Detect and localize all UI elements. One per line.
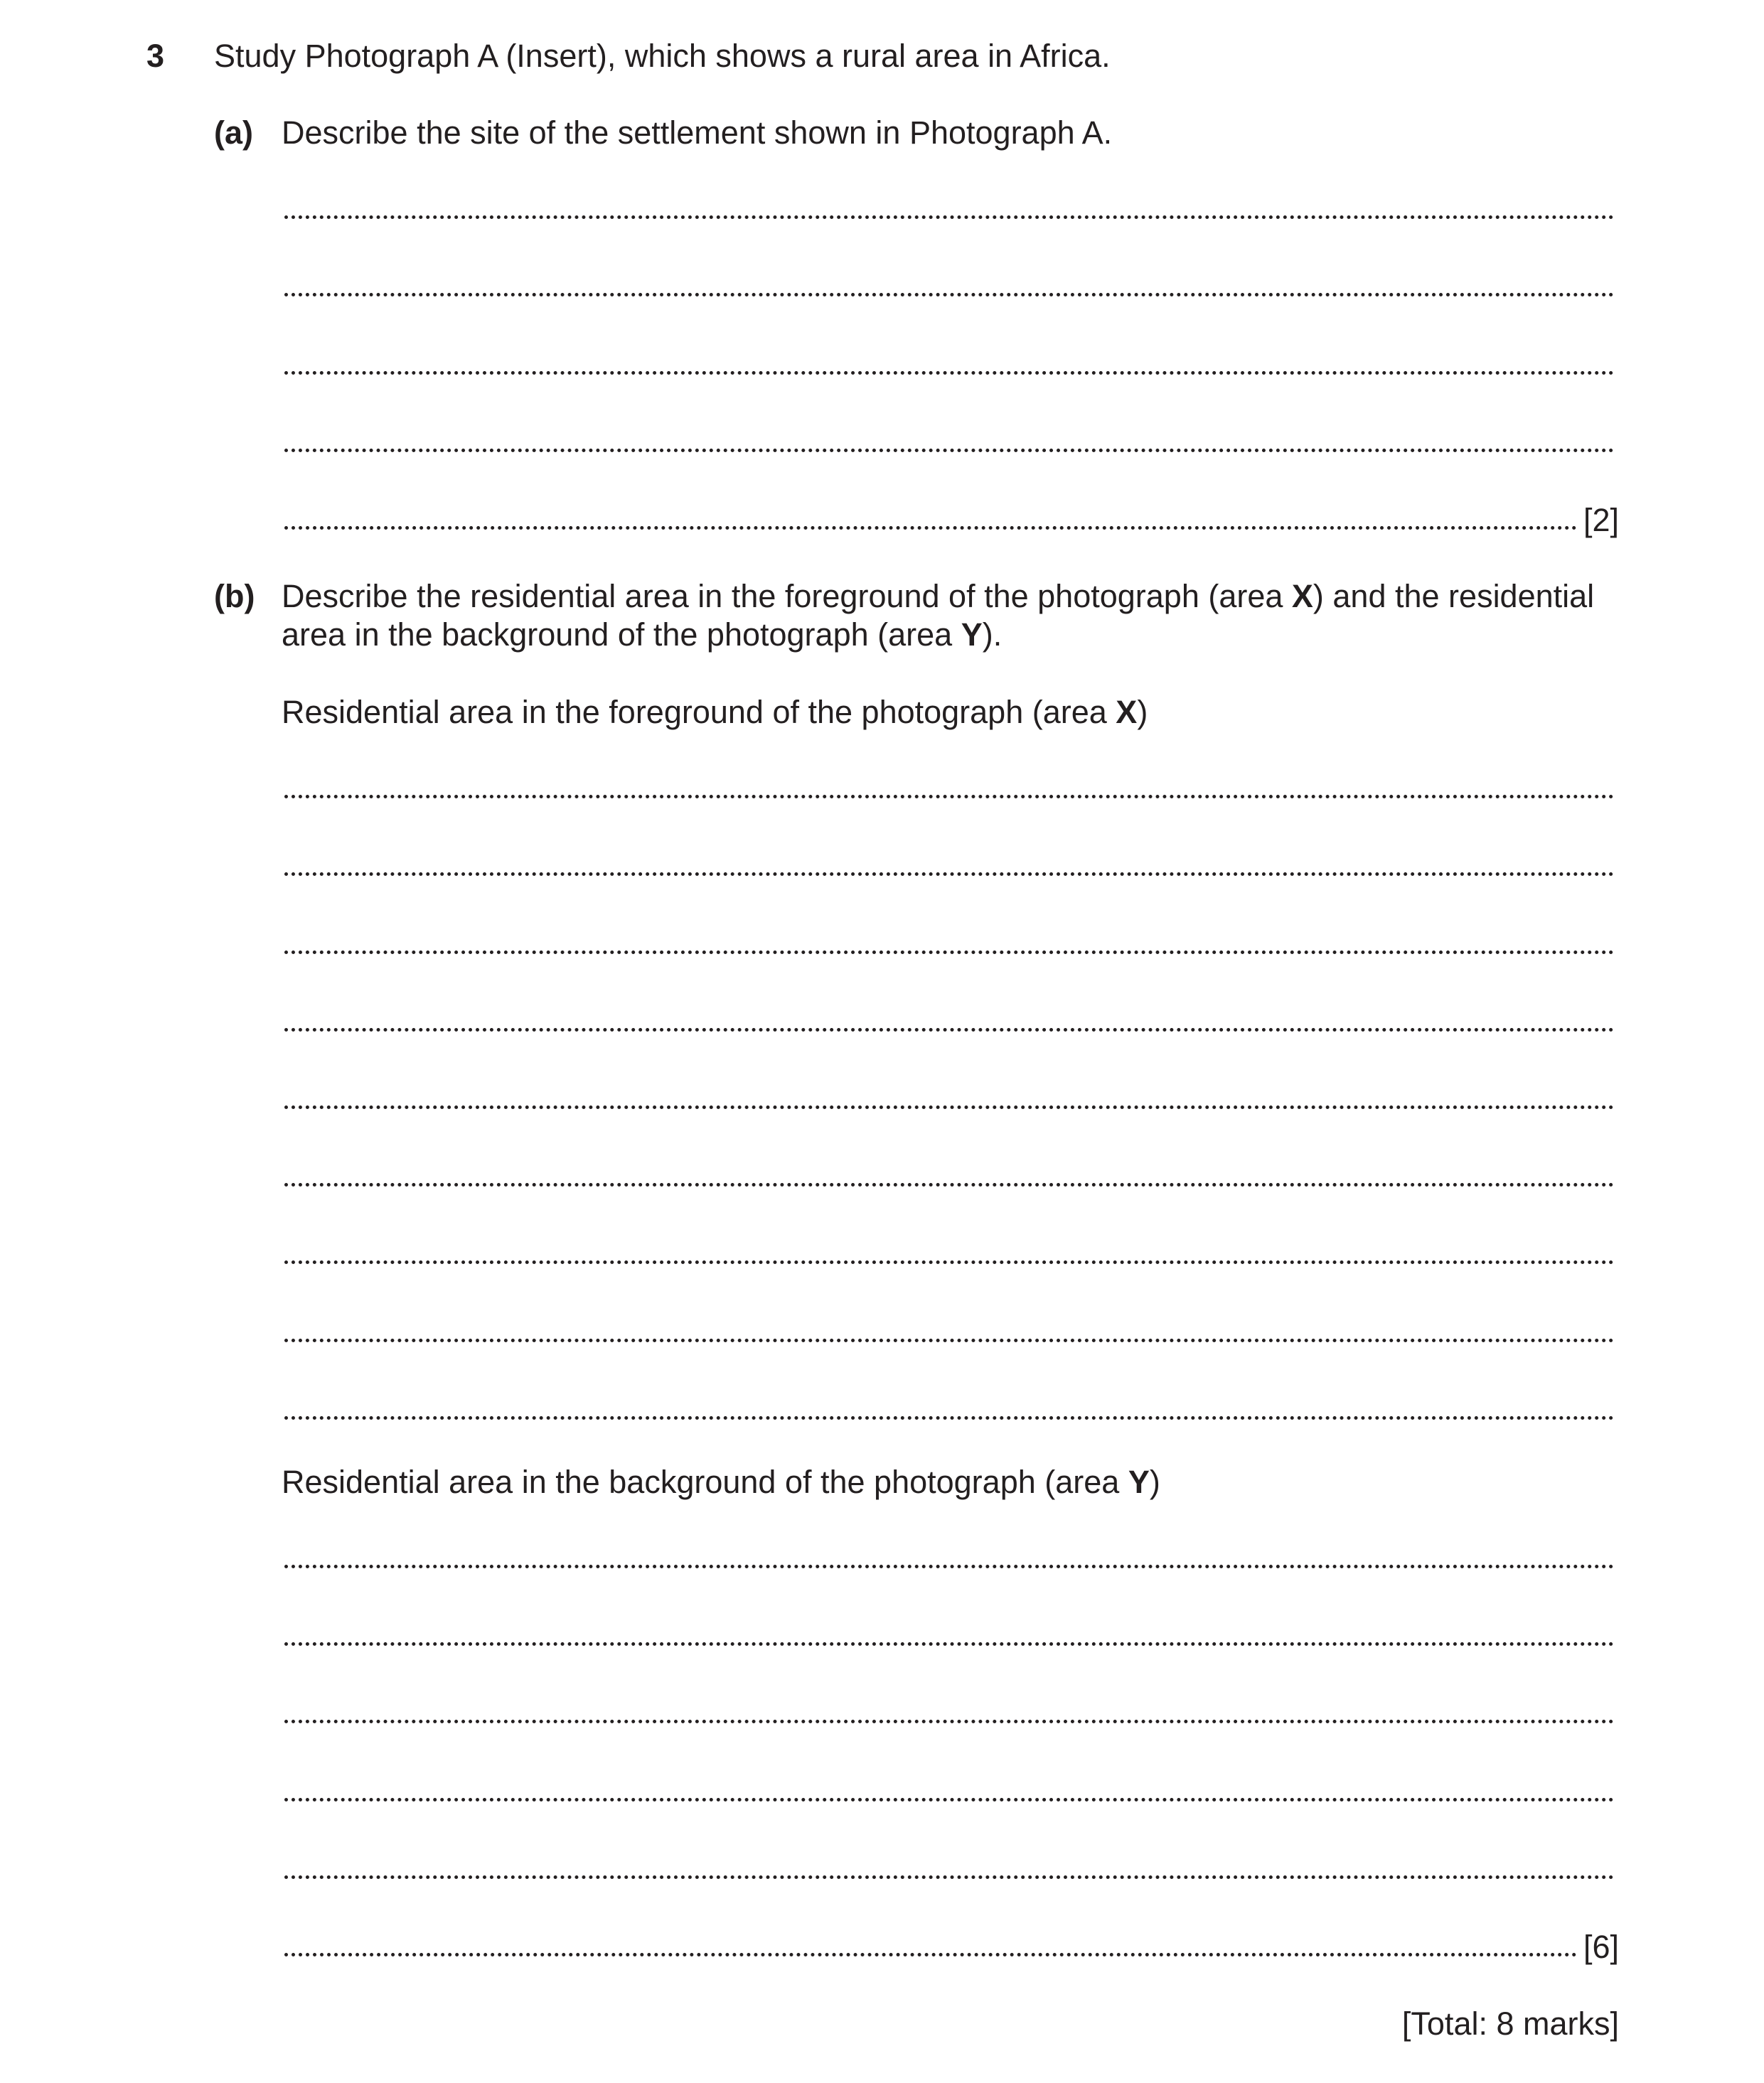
answer-line[interactable]: [284, 1565, 1614, 1568]
part-b-prompt-line2: area in the background of the photograph (area Y).: [282, 616, 1003, 653]
background-subheading: Residential area in the background of the photograph (area Y): [282, 1464, 1160, 1500]
answer-line[interactable]: [284, 795, 1614, 798]
answer-line[interactable]: [284, 872, 1614, 876]
answer-line[interactable]: [284, 371, 1614, 375]
answer-line[interactable]: [284, 1260, 1614, 1264]
answer-line[interactable]: [284, 526, 1577, 530]
answer-line[interactable]: [284, 449, 1614, 452]
part-b-marks: [6]: [1583, 1929, 1619, 1965]
total-marks: [Total: 8 marks]: [1401, 2006, 1619, 2042]
answer-line[interactable]: [284, 215, 1614, 219]
answer-line[interactable]: [284, 951, 1614, 954]
question-stem: Study Photograph A (Insert), which shows a rural area in Africa.: [214, 38, 1111, 74]
answer-line[interactable]: [284, 1183, 1614, 1187]
foreground-subheading: Residential area in the foreground of the photograph (area X): [282, 694, 1148, 730]
part-a-label: (a): [214, 114, 253, 151]
answer-line[interactable]: [284, 1875, 1614, 1879]
answer-line[interactable]: [284, 1642, 1614, 1646]
question-number: 3: [146, 38, 165, 74]
part-b-prompt-line1: Describe the residential area in the foreground of the photograph (area X) and the residential: [282, 578, 1595, 614]
answer-line[interactable]: [284, 1028, 1614, 1032]
answer-line[interactable]: [284, 1953, 1577, 1956]
part-b-label: (b): [214, 578, 255, 614]
answer-line[interactable]: [284, 1720, 1614, 1723]
answer-line[interactable]: [284, 1416, 1614, 1420]
answer-line[interactable]: [284, 1339, 1614, 1342]
answer-line[interactable]: [284, 1105, 1614, 1109]
part-a-prompt: Describe the site of the settlement shown in Photograph A.: [282, 114, 1113, 151]
answer-line[interactable]: [284, 1798, 1614, 1801]
part-a-marks: [2]: [1583, 502, 1619, 538]
answer-line[interactable]: [284, 293, 1614, 296]
